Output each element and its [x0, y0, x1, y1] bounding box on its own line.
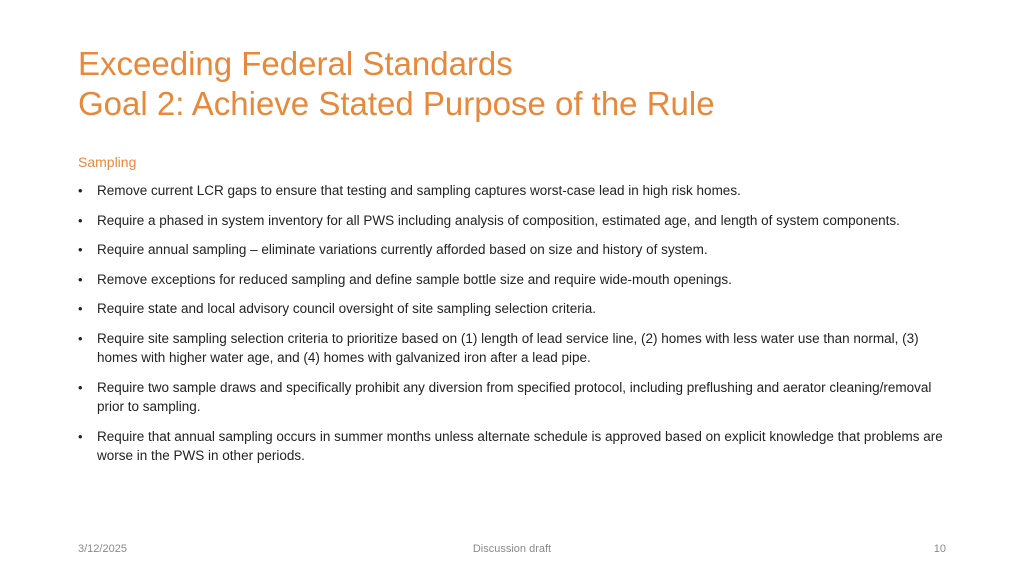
bullet-icon: •: [78, 379, 83, 395]
list-item: [78, 240, 948, 260]
bullet-icon: •: [78, 428, 83, 444]
list-item: [78, 329, 948, 368]
slide-title: [78, 44, 978, 124]
list-item: [78, 270, 948, 290]
list-item-text: Remove exceptions for reduced sampling and define sample bottle size and require wide-mouth openings.: [97, 271, 732, 287]
bullet-icon: •: [78, 212, 83, 228]
footer-label: Discussion draft: [472, 543, 552, 555]
list-item-text: Require site sampling selection criteria to prioritize based on (1) length of lead service line, (2) homes with less water use than normal, (3) homes with higher water age, and (4) homes with galvanized iron after a lead pipe.: [97, 330, 919, 365]
slide-title-line-2: Goal 2: Achieve Stated Purpose of the Rule: [78, 85, 715, 122]
bullet-list: [78, 181, 948, 476]
section-label: Sampling: [78, 154, 137, 170]
list-item: [78, 211, 948, 231]
footer-date: 3/12/2025: [78, 543, 127, 555]
slide-title-line-1: Exceeding Federal Standards: [78, 45, 513, 82]
bullet-icon: •: [78, 242, 83, 257]
list-item-text: Require that annual sampling occurs in summer months unless alternate schedule is approved based on explicit knowledge that problems are worse in the PWS in other periods.: [97, 428, 943, 463]
bullet-icon: •: [78, 330, 83, 346]
list-item-text: Remove current LCR gaps to ensure that testing and sampling captures worst-case lead in high risk homes.: [97, 183, 741, 198]
list-item: [78, 427, 948, 466]
bullet-icon: •: [78, 183, 83, 198]
bullet-icon: •: [78, 301, 83, 316]
page-number: 10: [933, 543, 946, 555]
list-item-text: Require state and local advisory council oversight of site sampling selection criteria.: [97, 301, 596, 316]
list-item-text: Require two sample draws and specifically prohibit any diversion from specified protocol, including preflushing and aerator cleaning/removal prior to sampling.: [97, 379, 932, 414]
list-item: [78, 378, 948, 417]
list-item-text: Require annual sampling – eliminate variations currently afforded based on size and history of system.: [97, 242, 708, 257]
bullet-icon: •: [78, 271, 83, 287]
list-item: [78, 181, 948, 201]
list-item: [78, 299, 948, 319]
list-item-text: Require a phased in system inventory for all PWS including analysis of composition, estimated age, and length of system components.: [97, 212, 900, 228]
